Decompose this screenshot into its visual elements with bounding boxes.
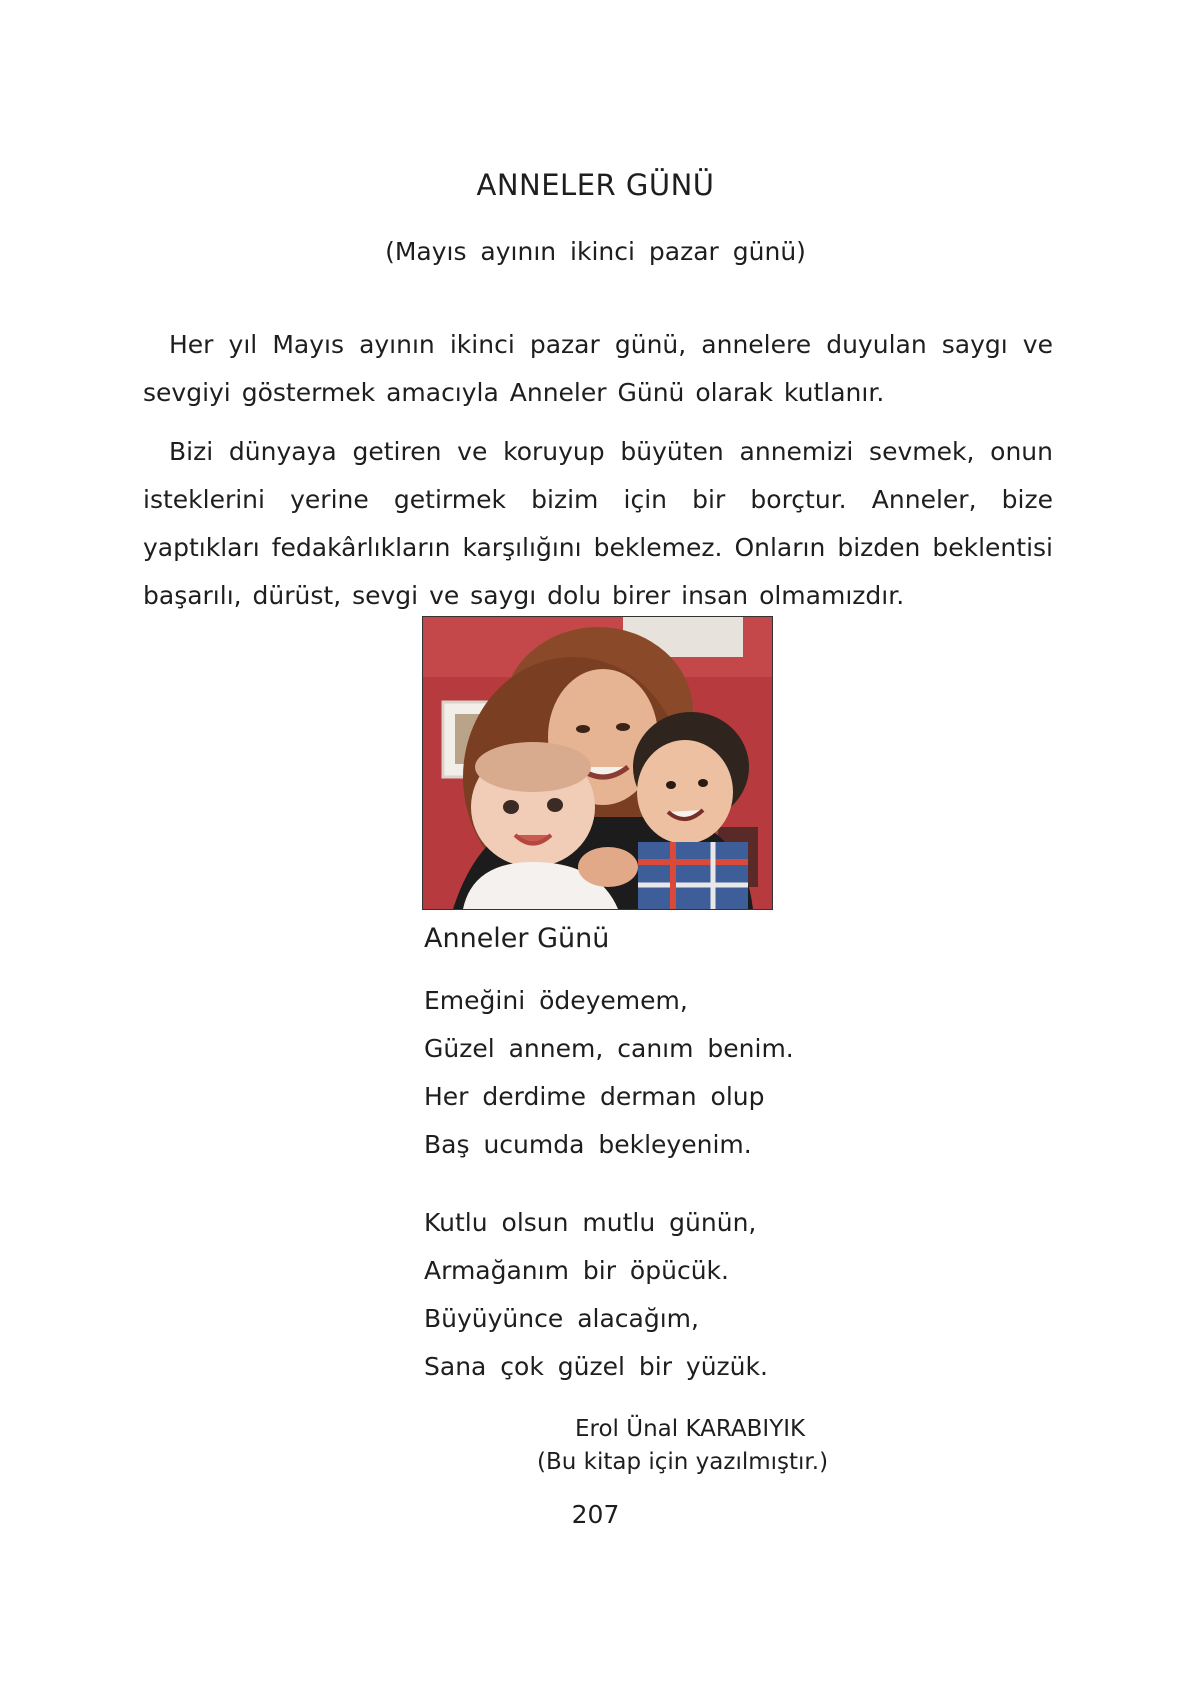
paragraph-1: Her yıl Mayıs ayının ikinci pazar günü, annelere duyulan saygı ve sevgiyi göstermek amacıyla Anneler Günü olarak kutlanır. — [143, 330, 1053, 407]
poem-stanza-2 — [424, 1199, 768, 1391]
author-note: (Bu kitap için yazılmıştır.) — [537, 1449, 829, 1475]
page-number: 207 — [571, 1500, 620, 1529]
poem-line: Kutlu olsun mutlu günün, — [424, 1208, 757, 1237]
family-photo — [422, 616, 773, 910]
poem-line: Her derdime derman olup — [424, 1082, 765, 1111]
poem-line: Armağanım bir öpücük. — [424, 1256, 729, 1285]
poem-line: Emeğini ödeyemem, — [424, 986, 688, 1015]
page-title: ANNELER GÜNÜ — [476, 168, 715, 202]
family-photo-illustration — [423, 617, 772, 909]
poem-title: Anneler Günü — [424, 923, 610, 954]
poem-author: Erol Ünal KARABIYIK — [575, 1416, 806, 1442]
page-subtitle: (Mayıs ayının ikinci pazar günü) — [385, 237, 806, 266]
poem-line: Sana çok güzel bir yüzük. — [424, 1352, 768, 1381]
poem-line: Büyüyünce alacağım, — [424, 1304, 699, 1333]
paragraph-2: Bizi dünyaya getiren ve koruyup büyüten annemizi sevmek, onun isteklerini yerine getirmek bizim için bir borçtur. Anneler, bize yaptıkları fedakârlıkların karşılığını beklemez. Onların bizden beklentisi başarılı, dürüst, sevgi ve saygı dolu birer insan olmamızdır. — [143, 437, 1053, 610]
poem-line: Güzel annem, canım benim. — [424, 1034, 794, 1063]
poem-stanza-1 — [424, 977, 794, 1169]
poem-line: Baş ucumda bekleyenim. — [424, 1130, 752, 1159]
